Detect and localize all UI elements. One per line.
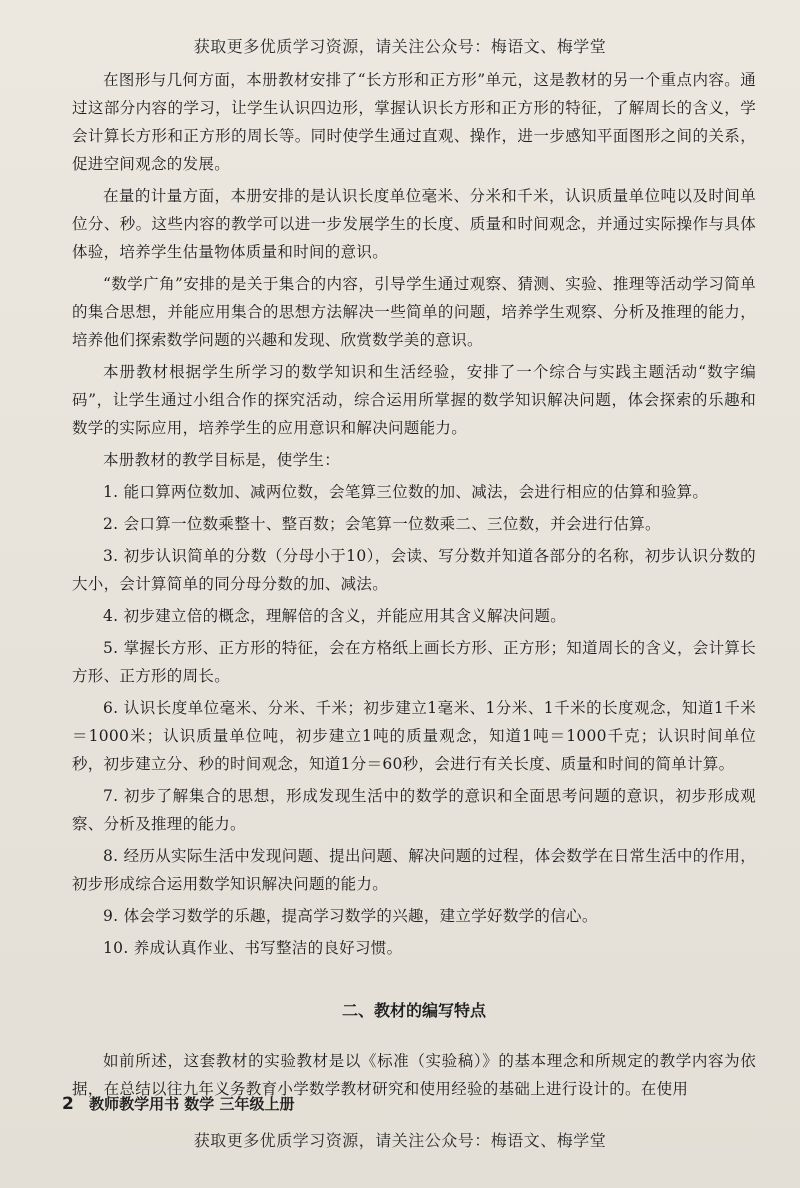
goal-item: 4. 初步建立倍的概念，理解倍的含义，并能应用其含义解决问题。: [103, 607, 567, 625]
page-number: 2: [62, 1094, 74, 1114]
book-title: 教师教学用书 数学 三年级上册: [89, 1095, 295, 1113]
section-heading: 二、教材的编写特点: [341, 1001, 486, 1020]
watermark-bottom: 获取更多优质学习资源，请关注公众号：梅语文、梅学堂: [193, 1131, 607, 1150]
paragraph-measurement: 在量的计量方面，本册安排的是认识长度单位毫米、分米和千米，认识质量单位吨以及时间单位分、秒。这些内容的教学可以进一步发展学生的长度、质量和时间观念，并通过实际操作与具体体验，培养学生估量物体质量和时间的意识。: [72, 187, 756, 261]
paragraph-geometry: 在图形与几何方面，本册教材安排了“长方形和正方形”单元，这是教材的另一个重点内容。通过这部分内容的学习，让学生认识四边形，掌握认识长方形和正方形的特征，了解周长的含义，学会计算长方形和正方形的周长等。同时使学生通过直观、操作，进一步感知平面图形之间的关系，促进空间观念的发展。: [72, 71, 756, 173]
page-footer: [62, 1093, 295, 1114]
goal-item: 7. 初步了解集合的思想，形成发现生活中的数学的意识和全面思考问题的意识，初步形成观察、分析及推理的能力。: [72, 787, 756, 833]
goal-item: 2. 会口算一位数乘整十、整百数；会笔算一位数乘二、三位数，并会进行估算。: [103, 515, 661, 533]
page-content: [72, 66, 756, 1107]
paragraph-practice-activity: 本册教材根据学生所学习的数学知识和生活经验，安排了一个综合与实践主题活动“数字编码”，让学生通过小组合作的探究活动，综合运用所掌握的数学知识解决问题，体会探索的乐趣和数学的实际应用，培养学生的应用意识和解决问题能力。: [72, 363, 756, 437]
goal-item: 3. 初步认识简单的分数（分母小于10），会读、写分数并知道各部分的名称，初步认识分数的大小，会计算简单的同分母分数的加、减法。: [72, 547, 756, 593]
goal-item: 1. 能口算两位数加、减两位数，会笔算三位数的加、减法，会进行相应的估算和验算。: [103, 483, 709, 501]
paragraph-closing: 如前所述，这套教材的实验教材是以《标准（实验稿）》的基本理念和所规定的教学内容为依据，在总结以往九年义务教育小学数学教材研究和使用经验的基础上进行设计的。在使用: [72, 1052, 756, 1098]
goal-item: 10. 养成认真作业、书写整洁的良好习惯。: [103, 939, 403, 957]
goal-item: 5. 掌握长方形、正方形的特征，会在方格纸上画长方形、正方形；知道周长的含义，会计算长方形、正方形的周长。: [72, 639, 756, 685]
goal-item: 6. 认识长度单位毫米、分米、千米；初步建立1毫米、1分米、1千米的长度观念，知道1千米＝1000米；认识质量单位吨，初步建立1吨的质量观念，知道1吨＝1000千克；认识时间单位秒，初步建立分、秒的时间观念，知道1分＝60秒，会进行有关长度、质量和时间的简单计算。: [72, 699, 756, 773]
watermark-top: 获取更多优质学习资源，请关注公众号：梅语文、梅学堂: [193, 37, 607, 56]
goal-item: 9. 体会学习数学的乐趣，提高学习数学的兴趣，建立学好数学的信心。: [103, 907, 598, 925]
paragraph-math-corner: “数学广角”安排的是关于集合的内容，引导学生通过观察、猜测、实验、推理等活动学习简单的集合思想，并能应用集合的思想方法解决一些简单的问题，培养学生观察、分析及推理的能力，培养他们探索数学问题的兴趣和发现、欣赏数学美的意识。: [72, 275, 756, 349]
paragraph-goals-intro: 本册教材的教学目标是，使学生：: [103, 451, 341, 469]
goal-item: 8. 经历从实际生活中发现问题、提出问题、解决问题的过程，体会数学在日常生活中的作用，初步形成综合运用数学知识解决问题的能力。: [72, 847, 756, 893]
